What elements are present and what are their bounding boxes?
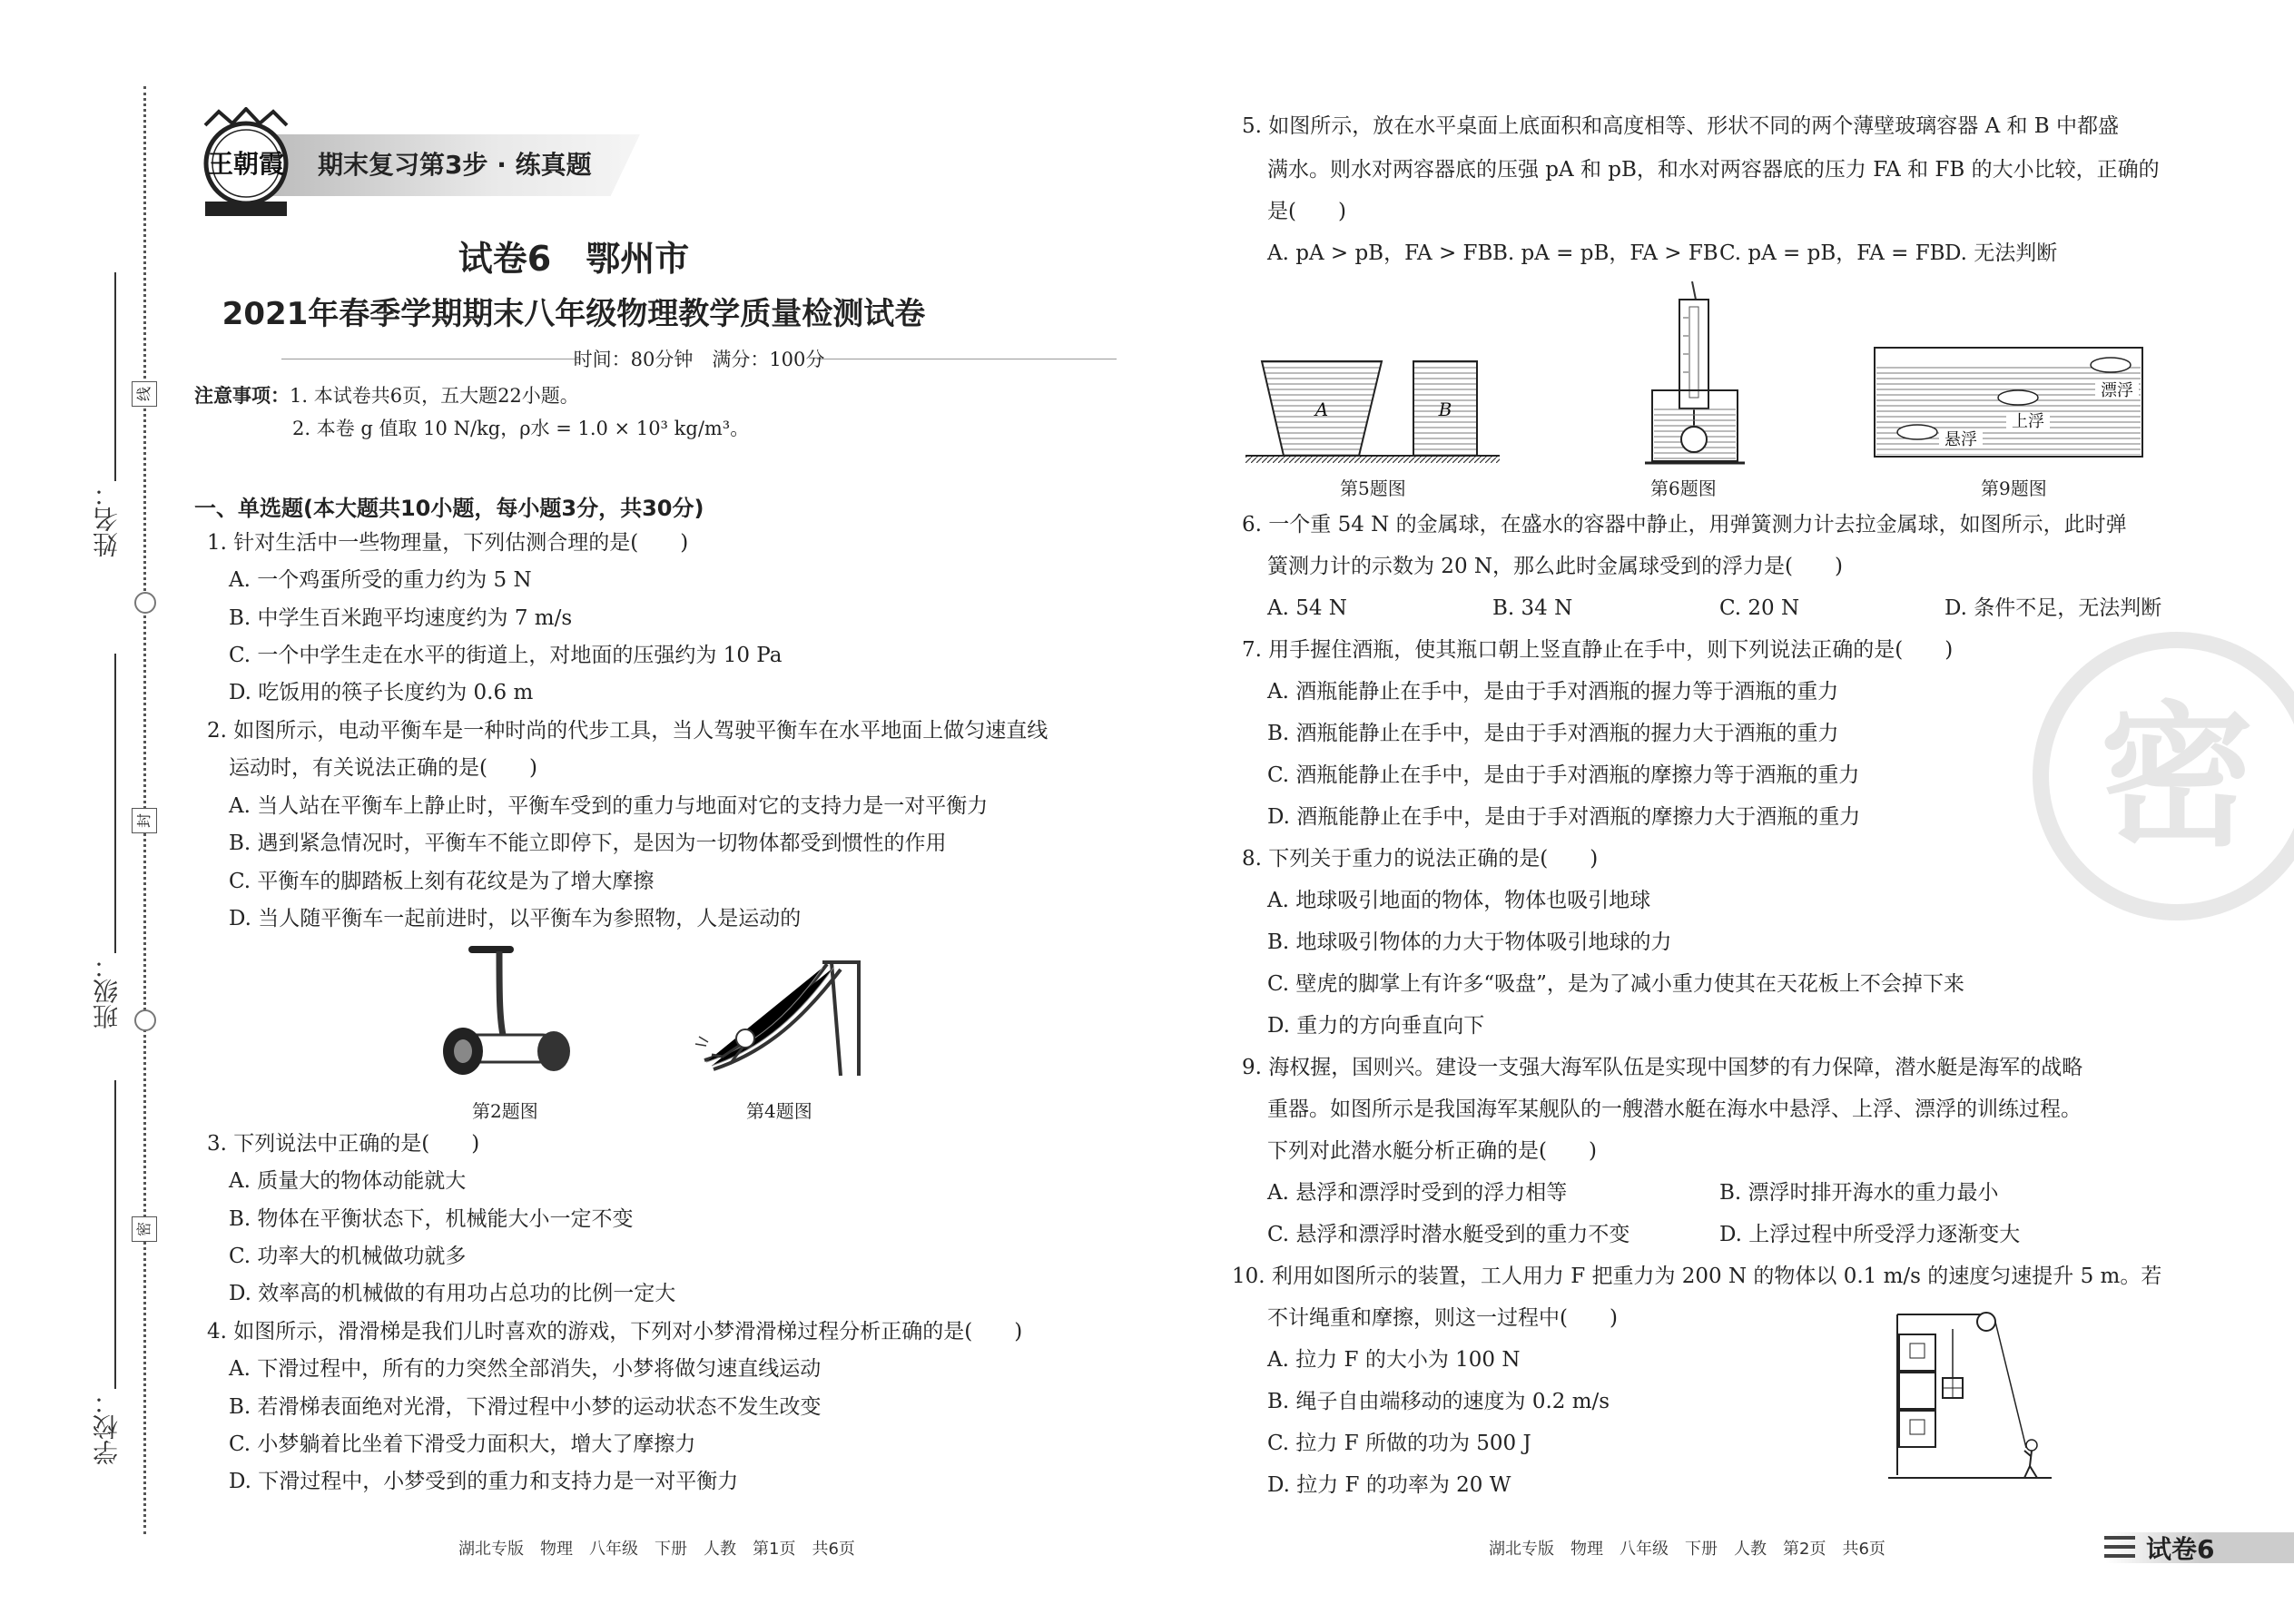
- footer-right: 湖北专版 物理 八年级 下册 人教 第2页 共6页: [1489, 1540, 1885, 1559]
- margin-box-feng: 封: [132, 808, 157, 833]
- fig9-label-float: 漂浮: [2101, 381, 2133, 400]
- q2-option-d: D. 当人随平衡车一起前进时，以平衡车为参照物，人是运动的: [229, 907, 802, 930]
- q9-option-d: D. 上浮过程中所受浮力逐渐变大: [1719, 1223, 2021, 1246]
- fig6-spring-scale: [1645, 281, 1745, 468]
- q6-option-d: D. 条件不足，无法判断: [1944, 596, 2162, 620]
- margin-school-underline: [114, 1080, 116, 1389]
- fig5-label-a: A: [1314, 399, 1329, 420]
- q5-option-a: A. pA > pB，FA > FB: [1267, 241, 1493, 265]
- margin-circle-2: [134, 1009, 156, 1031]
- note-1: 1. 本试卷共6页，五大题22小题。: [290, 385, 579, 407]
- q2-option-a: A. 当人站在平衡车上静止时，平衡车受到的重力与地面对它的支持力是一对平衡力: [229, 794, 989, 818]
- q7-stem: 7. 用手握住酒瓶，使其瓶口朝上竖直静止在手中，则下列说法正确的是( ): [1242, 638, 1954, 662]
- q3-option-b: B. 物体在平衡状态下，机械能大小一定不变: [229, 1207, 634, 1231]
- q10-stem-2: 不计绳重和摩擦，则这一过程中( ): [1267, 1306, 1618, 1330]
- q3-option-a: A. 质量大的物体动能就大: [229, 1169, 467, 1193]
- q7-option-a: A. 酒瓶能静止在手中，是由于手对酒瓶的握力等于酒瓶的重力: [1267, 680, 1839, 704]
- q9-option-c: C. 悬浮和漂浮时潜水艇受到的重力不变: [1267, 1223, 1630, 1246]
- q6-option-b: B. 34 N: [1492, 596, 1573, 620]
- q6-stem-2: 簧测力计的示数为 20 N，那么此时金属球受到的浮力是( ): [1267, 555, 1843, 578]
- q8-option-a: A. 地球吸引地面的物体，物体也吸引地球: [1267, 889, 1651, 912]
- q5-option-d: D. 无法判断: [1944, 241, 2058, 265]
- q8-option-d: D. 重力的方向垂直向下: [1267, 1014, 1485, 1038]
- q2-stem-2: 运动时，有关说法正确的是( ): [229, 756, 537, 780]
- fig4-caption: 第4题图: [746, 1100, 812, 1122]
- brand-logo: [178, 107, 314, 225]
- paper-tag: 试卷6: [2146, 1534, 2215, 1564]
- fig5-containers: [1245, 354, 1500, 468]
- q7-option-d: D. 酒瓶能静止在手中，是由于手对酒瓶的摩擦力大于酒瓶的重力: [1267, 805, 1861, 829]
- notes-label: 注意事项：: [194, 385, 290, 407]
- fig9-label-suspend: 悬浮: [1944, 430, 1977, 449]
- q1-option-b: B. 中学生百米跑平均速度约为 7 m/s: [229, 606, 573, 630]
- margin-class-underline: [114, 654, 116, 953]
- q4-option-b: B. 若滑梯表面绝对光滑，下滑过程中小梦的运动状态不发生改变: [229, 1395, 822, 1419]
- fig9-label-rise: 上浮: [2012, 412, 2044, 431]
- q6-stem-1: 6. 一个重 54 N 的金属球，在盛水的容器中静止，用弹簧测力计去拉金属球，如图所示，此时弹: [1242, 513, 2127, 536]
- q3-stem: 3. 下列说法中正确的是( ): [207, 1132, 480, 1156]
- q4-option-d: D. 下滑过程中，小梦受到的重力和支持力是一对平衡力: [229, 1470, 739, 1493]
- fig5-label-b: B: [1438, 399, 1452, 420]
- q2-option-b: B. 遇到紧急情况时，平衡车不能立即停下，是因为一切物体都受到惯性的作用: [229, 832, 947, 855]
- margin-school-label: 学校：: [92, 1389, 122, 1465]
- q10-option-b: B. 绳子自由端移动的速度为 0.2 m/s: [1267, 1390, 1610, 1413]
- watermark-char: 密: [2099, 688, 2255, 868]
- fig5-caption: 第5题图: [1340, 477, 1406, 499]
- q4-option-a: A. 下滑过程中，所有的力突然全部消失，小梦将做匀速直线运动: [229, 1357, 822, 1381]
- paper-subtitle: 2021年春季学期期末八年级物理教学质量检测试卷: [222, 296, 926, 332]
- q10-option-a: A. 拉力 F 的大小为 100 N: [1267, 1348, 1521, 1372]
- q9-stem-1: 9. 海权握，国则兴。建设一支强大海军队伍是实现中国梦的有力保障，潜水艇是海军的战略: [1242, 1056, 2083, 1079]
- q7-option-b: B. 酒瓶能静止在手中，是由于手对酒瓶的握力大于酒瓶的重力: [1267, 722, 1839, 745]
- q6-option-c: C. 20 N: [1719, 596, 1800, 620]
- margin-box-xian: 线: [132, 381, 157, 407]
- q7-option-c: C. 酒瓶能静止在手中，是由于手对酒瓶的摩擦力等于酒瓶的重力: [1267, 763, 1860, 787]
- section1-heading: 一、单选题(本大题共10小题，每小题3分，共30分): [194, 496, 704, 521]
- q6-option-a: A. 54 N: [1267, 596, 1347, 620]
- fig9-submarine: [1870, 343, 2147, 461]
- notes: [194, 387, 579, 406]
- q10-option-d: D. 拉力 F 的功率为 20 W: [1267, 1473, 1511, 1497]
- q10-option-c: C. 拉力 F 所做的功为 500 J: [1267, 1432, 1531, 1455]
- paper-title: 试卷6 鄂州市: [458, 239, 690, 279]
- fig6-caption: 第6题图: [1650, 477, 1717, 499]
- footer-left: 湖北专版 物理 八年级 下册 人教 第1页 共6页: [458, 1540, 855, 1559]
- fig2-caption: 第2题图: [472, 1100, 538, 1122]
- fig2-balance-scooter: [436, 944, 590, 1080]
- banner-text: 期末复习第3步 · 练真题: [318, 150, 592, 180]
- q9-option-a: A. 悬浮和漂浮时受到的浮力相等: [1267, 1181, 1568, 1205]
- q9-option-b: B. 漂浮时排开海水的重力最小: [1719, 1181, 1999, 1205]
- q1-option-a: A. 一个鸡蛋所受的重力约为 5 N: [229, 568, 532, 592]
- fig10-pulley: [1888, 1307, 2052, 1484]
- margin-name-label: 姓名：: [92, 481, 122, 557]
- q2-option-c: C. 平衡车的脚踏板上刻有花纹是为了增大摩擦: [229, 870, 655, 893]
- q9-stem-3: 下列对此潜水艇分析正确的是( ): [1267, 1139, 1597, 1163]
- fig4-slide: [686, 944, 877, 1080]
- q8-option-b: B. 地球吸引物体的力大于物体吸引地球的力: [1267, 930, 1672, 954]
- logo-text: 王朝霞: [207, 149, 285, 179]
- note-2: 2. 本卷 g 值取 10 N/kg，ρ水 = 1.0 × 10³ kg/m³。: [292, 418, 750, 439]
- margin-box-mi: 密: [132, 1216, 157, 1242]
- margin-class-label: 班级：: [92, 953, 122, 1029]
- q5-stem-2: 满水。则水对两容器底的压强 pA 和 pB，和水对两容器底的压力 FA 和 FB 的大小比较，正确的: [1267, 158, 2160, 182]
- q5-stem-1: 5. 如图所示，放在水平桌面上底面积和高度相等、形状不同的两个薄壁玻璃容器 A 和 B 中都盛: [1242, 114, 2120, 138]
- q4-stem: 4. 如图所示，滑滑梯是我们儿时喜欢的游戏，下列对小梦滑滑梯过程分析正确的是( ): [207, 1320, 1023, 1343]
- q2-stem-1: 2. 如图所示，电动平衡车是一种时尚的代步工具，当人驾驶平衡车在水平地面上做匀速直线: [207, 719, 1049, 743]
- fig9-caption: 第9题图: [1981, 477, 2047, 499]
- margin-circle-1: [134, 592, 156, 614]
- q3-option-d: D. 效率高的机械做的有用功占总功的比例一定大: [229, 1282, 676, 1305]
- q8-option-c: C. 壁虎的脚掌上有许多“吸盘”，是为了减小重力使其在天花板上不会掉下来: [1267, 972, 1964, 996]
- q1-option-c: C. 一个中学生走在水平的街道上，对地面的压强约为 10 Pa: [229, 644, 783, 667]
- q1-stem: 1. 针对生活中一些物理量，下列估测合理的是( ): [207, 531, 689, 555]
- q3-option-c: C. 功率大的机械做功就多: [229, 1245, 467, 1268]
- q9-stem-2: 重器。如图所示是我国海军某舰队的一艘潜水艇在海水中悬浮、上浮、漂浮的训练过程。: [1267, 1097, 2082, 1121]
- q5-option-b: B. pA = pB，FA > FB: [1492, 241, 1718, 265]
- time-info-text: 时间：80分钟 满分：100分: [573, 349, 825, 370]
- q4-option-c: C. 小梦躺着比坐着下滑受力面积大，增大了摩擦力: [229, 1432, 696, 1456]
- mi-watermark-seal: [2023, 626, 2294, 926]
- q5-option-c: C. pA = pB，FA = FB: [1719, 241, 1945, 265]
- q1-option-d: D. 吃饭用的筷子长度约为 0.6 m: [229, 681, 534, 704]
- q5-stem-3: 是( ): [1267, 200, 1346, 223]
- q10-stem-1: 10. 利用如图所示的装置，工人用力 F 把重力为 200 N 的物体以 0.1 m/s 的速度匀速提升 5 m。若: [1232, 1265, 2162, 1288]
- q8-stem: 8. 下列关于重力的说法正确的是( ): [1242, 847, 1599, 871]
- paper-tag-bars: [2104, 1536, 2135, 1563]
- time-info: [281, 343, 1117, 374]
